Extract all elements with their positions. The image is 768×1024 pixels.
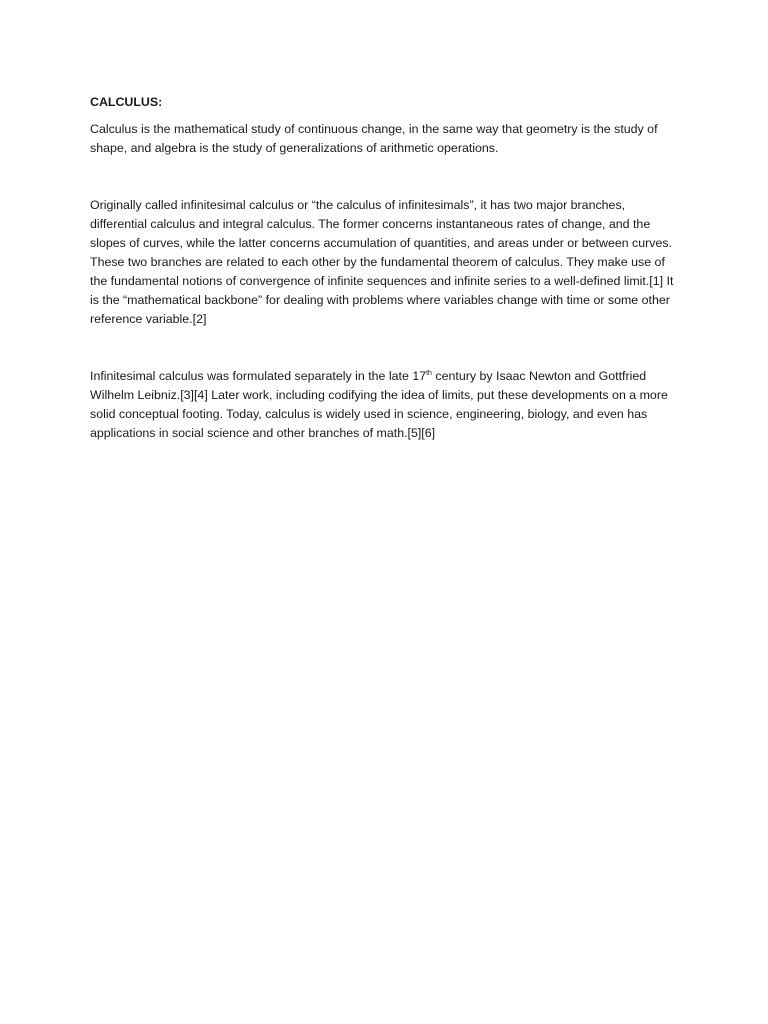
paragraph-history-text-end: century by Isaac Newton and Gottfried Wilhelm Leibniz.[3][4] Later work, including codifying the idea of limits, put these developments on a more solid conceptual footing. Today, calculus is widely used in science, engineering, biology, and even has applications in social science and other branches of math.[5][6] <box>90 369 668 440</box>
document-body <box>90 94 674 443</box>
paragraph-history-text-start: Infinitesimal calculus was formulated separately in the late 17 <box>90 369 427 383</box>
paragraph-branches: Originally called infinitesimal calculus or “the calculus of infinitesimals”, it has two major branches, differential calculus and integral calculus. The former concerns instantaneous rates of change, and the slopes of curves, while the latter concerns accumulation of quantities, and areas under or between curves. These two branches are related to each other by the fundamental theorem of calculus. They make use of the fundamental notions of convergence of infinite sequences and infinite series to a well-defined limit.[1] It is the “mathematical backbone” for dealing with problems where variables change with time or some other reference variable.[2] <box>90 198 674 326</box>
paragraph-history <box>90 367 674 443</box>
paragraph-definition: Calculus is the mathematical study of continuous change, in the same way that geometry is the study of shape, and algebra is the study of generalizations of arithmetic operations. <box>90 122 658 155</box>
ordinal-superscript: th <box>426 370 432 377</box>
document-heading: CALCULUS: <box>90 95 163 109</box>
